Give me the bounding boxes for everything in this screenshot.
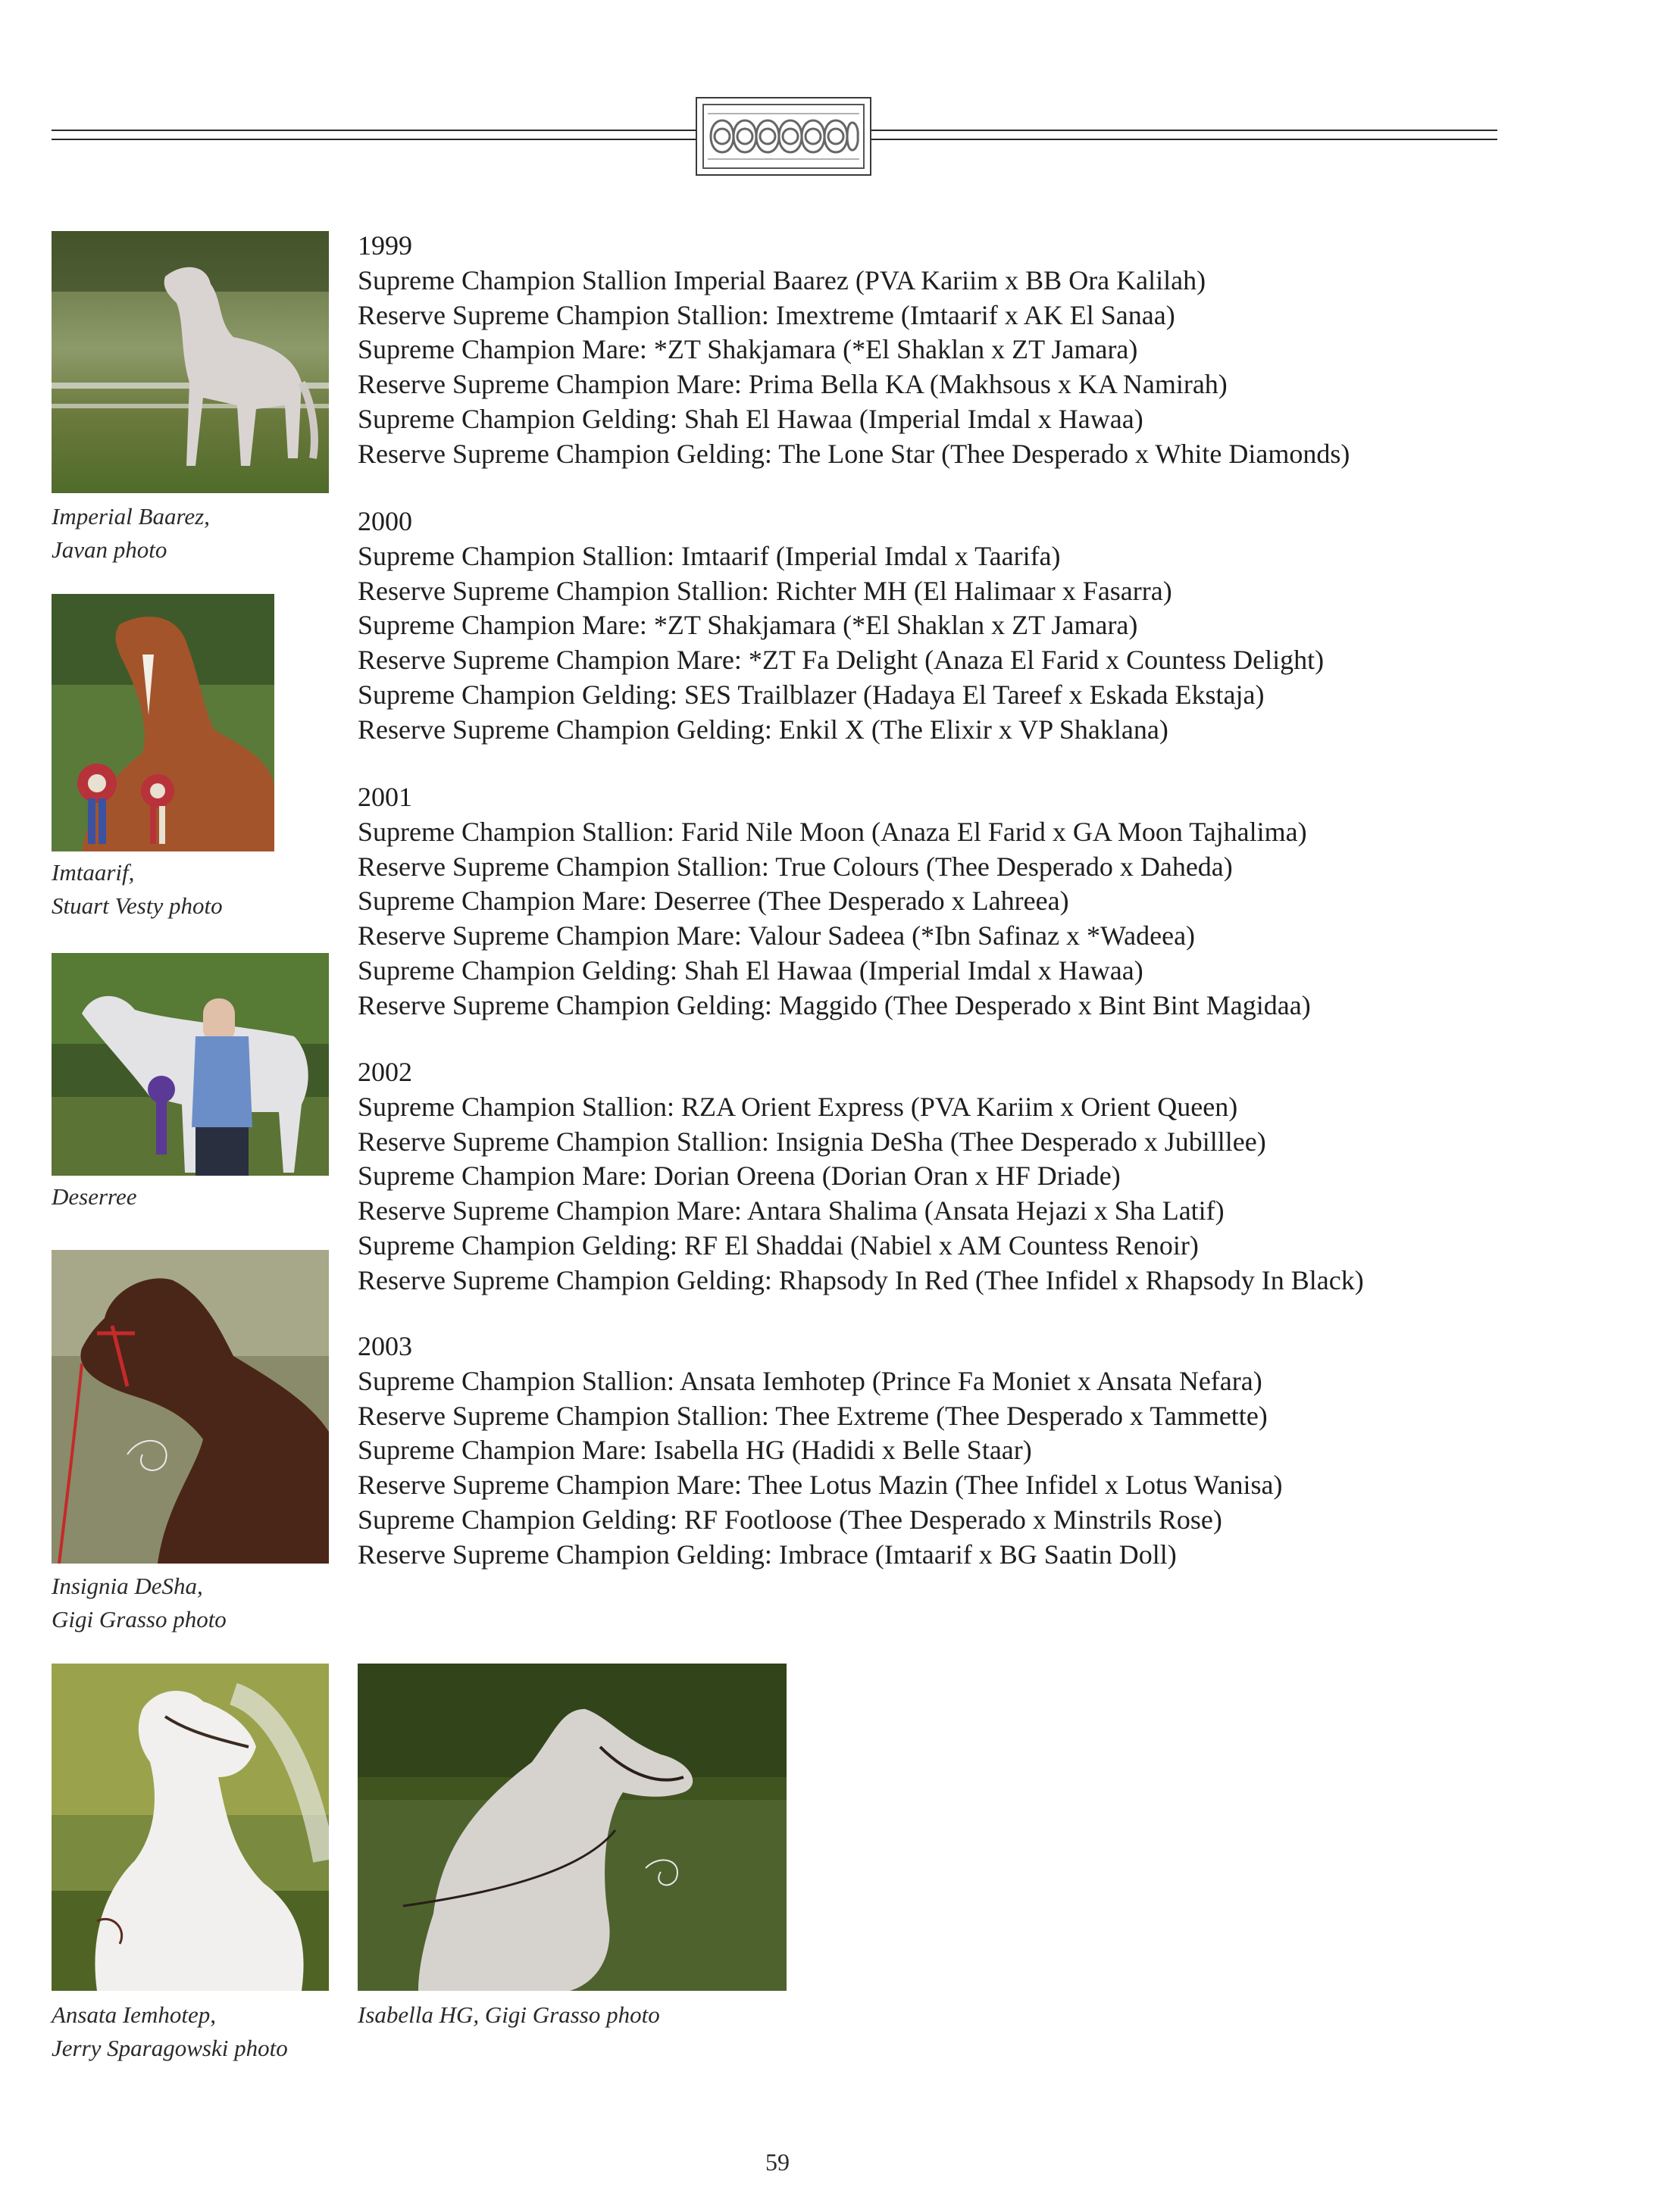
year-heading: 2003 bbox=[358, 1331, 412, 1361]
result-line: Supreme Champion Gelding: SES Trailblazer (Hadaya El Tareef x Eskada Ekstaja) bbox=[358, 679, 1265, 710]
result-line: Reserve Supreme Champion Stallion: Thee Extreme (Thee Desperado x Tammette) bbox=[358, 1400, 1268, 1431]
header-rule-right-lower bbox=[871, 139, 1497, 140]
result-line: Supreme Champion Gelding: Shah El Hawaa (Imperial Imdal x Hawaa) bbox=[358, 403, 1143, 434]
photo-isabella-hg bbox=[358, 1664, 787, 1991]
result-line: Reserve Supreme Champion Mare: Valour Sadeea (*Ibn Safinaz x *Wadeea) bbox=[358, 920, 1196, 951]
header-rule-left-lower bbox=[52, 139, 696, 140]
result-line: Supreme Champion Gelding: RF Footloose (Thee Desperado x Minstrils Rose) bbox=[358, 1504, 1222, 1535]
result-line: Reserve Supreme Champion Stallion: Imextreme (Imtaarif x AK El Sanaa) bbox=[358, 299, 1175, 330]
results-2001 bbox=[358, 780, 1311, 1023]
header-rule-left-upper bbox=[52, 130, 696, 131]
caption-isabella-hg: Isabella HG, Gigi Grasso photo bbox=[358, 2001, 660, 2028]
caption-imperial-baarez: Imperial Baarez, Javan photo bbox=[52, 503, 210, 563]
photo-imtaarif bbox=[52, 594, 274, 851]
results-2002 bbox=[358, 1055, 1364, 1298]
year-heading: 2001 bbox=[358, 782, 412, 812]
result-line: Supreme Champion Stallion Imperial Baarez (PVA Kariim x BB Ora Kalilah) bbox=[358, 264, 1206, 295]
result-line: Supreme Champion Mare: Isabella HG (Hadidi x Belle Staar) bbox=[358, 1435, 1032, 1466]
year-heading: 2002 bbox=[358, 1057, 412, 1087]
result-line: Supreme Champion Mare: Deserree (Thee Desperado x Lahreea) bbox=[358, 886, 1069, 917]
photo-deserree bbox=[52, 953, 329, 1176]
result-line: Supreme Champion Stallion: Farid Nile Moon (Anaza El Farid x GA Moon Tajhalima) bbox=[358, 816, 1307, 847]
result-line: Reserve Supreme Champion Gelding: Enkil X (The Elixir x VP Shaklana) bbox=[358, 714, 1168, 745]
result-line: Reserve Supreme Champion Stallion: Richter MH (El Halimaar x Fasarra) bbox=[358, 575, 1172, 606]
result-line: Reserve Supreme Champion Mare: *ZT Fa Delight (Anaza El Farid x Countess Delight) bbox=[358, 645, 1325, 676]
caption-imtaarif: Imtaarif, Stuart Vesty photo bbox=[52, 859, 223, 919]
caption-deserree: Deserree bbox=[52, 1183, 137, 1210]
result-line: Reserve Supreme Champion Mare: Prima Bella KA (Makhsous x KA Namirah) bbox=[358, 369, 1228, 400]
result-line: Reserve Supreme Champion Stallion: True Colours (Thee Desperado x Daheda) bbox=[358, 851, 1233, 882]
result-line: Supreme Champion Mare: *ZT Shakjamara (*El Shaklan x ZT Jamara) bbox=[358, 610, 1138, 641]
result-line: Reserve Supreme Champion Gelding: Rhapsody In Red (Thee Infidel x Rhapsody In Black) bbox=[358, 1264, 1364, 1295]
page-number: 59 bbox=[765, 2148, 790, 2176]
result-line: Reserve Supreme Champion Gelding: Maggido (Thee Desperado x Bint Bint Magidaa) bbox=[358, 989, 1311, 1020]
result-line: Supreme Champion Gelding: RF El Shaddai (Nabiel x AM Countess Renoir) bbox=[358, 1229, 1199, 1261]
year-heading: 1999 bbox=[358, 230, 412, 261]
result-line: Supreme Champion Gelding: Shah El Hawaa (Imperial Imdal x Hawaa) bbox=[358, 954, 1143, 986]
result-line: Reserve Supreme Champion Gelding: Imbrace (Imtaarif x BG Saatin Doll) bbox=[358, 1539, 1177, 1570]
result-line: Supreme Champion Mare: *ZT Shakjamara (*El Shaklan x ZT Jamara) bbox=[358, 334, 1138, 365]
results-2000 bbox=[358, 505, 1324, 748]
photo-ansata-iemhotep bbox=[52, 1664, 329, 1991]
result-line: Supreme Champion Stallion: RZA Orient Express (PVA Kariim x Orient Queen) bbox=[358, 1091, 1238, 1122]
year-heading: 2000 bbox=[358, 506, 412, 536]
result-line: Supreme Champion Mare: Dorian Oreena (Dorian Oran x HF Driade) bbox=[358, 1161, 1121, 1192]
result-line: Reserve Supreme Champion Mare: Antara Shalima (Ansata Hejazi x Sha Latif) bbox=[358, 1195, 1225, 1226]
result-line: Supreme Champion Stallion: Ansata Iemhotep (Prince Fa Moniet x Ansata Nefara) bbox=[358, 1365, 1262, 1396]
caption-insignia-desha: Insignia DeSha, Gigi Grasso photo bbox=[52, 1573, 227, 1632]
results-1999 bbox=[358, 229, 1350, 472]
header-rule-right-upper bbox=[871, 130, 1497, 131]
caption-ansata-iemhotep: Ansata Iemhotep, Jerry Sparagowski photo bbox=[52, 2001, 288, 2061]
result-line: Supreme Champion Stallion: Imtaarif (Imperial Imdal x Taarifa) bbox=[358, 540, 1061, 571]
celtic-knot-ornament bbox=[696, 97, 871, 176]
result-line: Reserve Supreme Champion Stallion: Insignia DeSha (Thee Desperado x Jubilllee) bbox=[358, 1126, 1266, 1157]
photo-imperial-baarez bbox=[52, 231, 329, 493]
result-line: Reserve Supreme Champion Gelding: The Lone Star (Thee Desperado x White Diamonds) bbox=[358, 438, 1350, 469]
results-2003 bbox=[358, 1329, 1282, 1573]
photo-insignia-desha bbox=[52, 1250, 329, 1564]
result-line: Reserve Supreme Champion Mare: Thee Lotus Mazin (Thee Infidel x Lotus Wanisa) bbox=[358, 1470, 1283, 1501]
